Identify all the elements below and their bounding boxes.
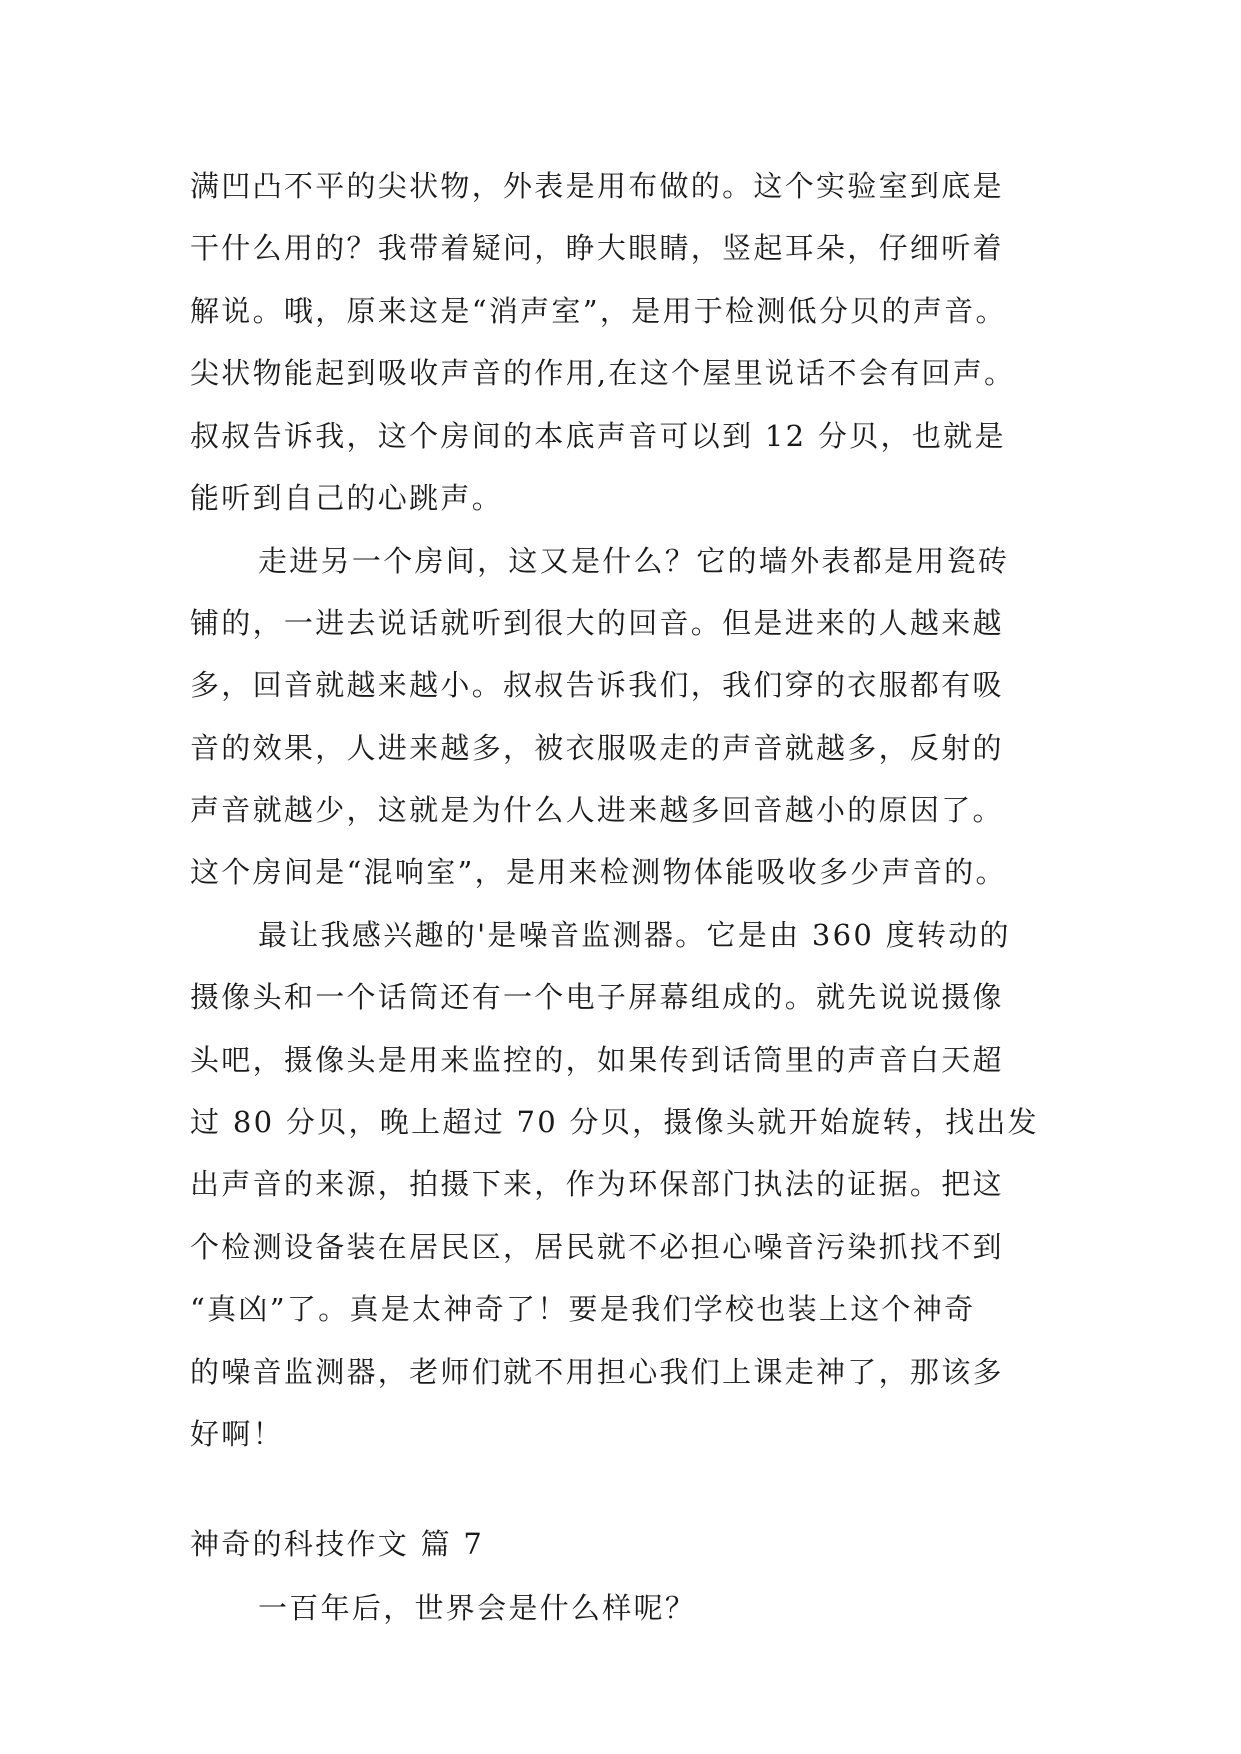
paragraph-line: 个检测设备装在居民区，居民就不必担心噪音污染抓找不到 xyxy=(190,1230,1004,1264)
paragraph-line: 铺的，一进去说话就听到很大的回音。但是进来的人越来越 xyxy=(190,606,1004,640)
paragraph-line: 声音就越少，这就是为什么人进来越多回音越小的原因了。 xyxy=(190,793,1004,827)
paragraph-line: 头吧，摄像头是用来监控的，如果传到话筒里的声音白天超 xyxy=(190,1043,1004,1077)
paragraph-line: 出声音的来源，拍摄下来，作为环保部门执法的证据。把这 xyxy=(190,1167,1004,1201)
paragraph-line: 好啊！ xyxy=(190,1417,284,1451)
paragraph-line: 能听到自己的心跳声。 xyxy=(190,481,504,515)
paragraph-line: 尖状物能起到吸收声音的作用,在这个屋里说话不会有回声。 xyxy=(190,356,1016,390)
paragraph-line: 干什么用的？我带着疑问，睁大眼睛，竖起耳朵，仔细听着 xyxy=(190,231,1004,265)
paragraph-line: 音的效果，人进来越多，被衣服吸走的声音就越多，反射的 xyxy=(190,731,1004,765)
paragraph-line: 过 80 分贝，晚上超过 70 分贝，摄像头就开始旋转，找出发 xyxy=(190,1105,1039,1139)
section-heading: 神奇的科技作文 篇 7 xyxy=(190,1527,485,1561)
paragraph-line: 摄像头和一个话筒还有一个电子屏幕组成的。就先说说摄像 xyxy=(190,980,1004,1014)
paragraph-line: 解说。哦，原来这是“消声室”，是用于检测低分贝的声音。 xyxy=(190,294,1007,328)
paragraph-line: 走进另一个房间，这又是什么？它的墙外表都是用瓷砖 xyxy=(258,544,1010,578)
paragraph-line: 这个房间是“混响室”，是用来检测物体能吸收多少声音的。 xyxy=(190,855,1007,889)
paragraph-line: 一百年后，世界会是什么样呢？ xyxy=(258,1591,697,1625)
paragraph-line: 最让我感兴趣的'是噪音监测器。它是由 360 度转动的 xyxy=(258,918,1011,952)
paragraph-line: 多，回音就越来越小。叔叔告诉我们，我们穿的衣服都有吸 xyxy=(190,668,1004,702)
paragraph-line: “真凶”了。真是太神奇了！要是我们学校也装上这个神奇 xyxy=(190,1292,976,1326)
paragraph-line: 叔叔告诉我，这个房间的本底声音可以到 12 分贝，也就是 xyxy=(190,419,1006,453)
paragraph-line: 的噪音监测器，老师们就不用担心我们上课走神了，那该多 xyxy=(190,1355,1004,1389)
paragraph-line: 满凹凸不平的尖状物，外表是用布做的。这个实验室到底是 xyxy=(190,169,1004,203)
